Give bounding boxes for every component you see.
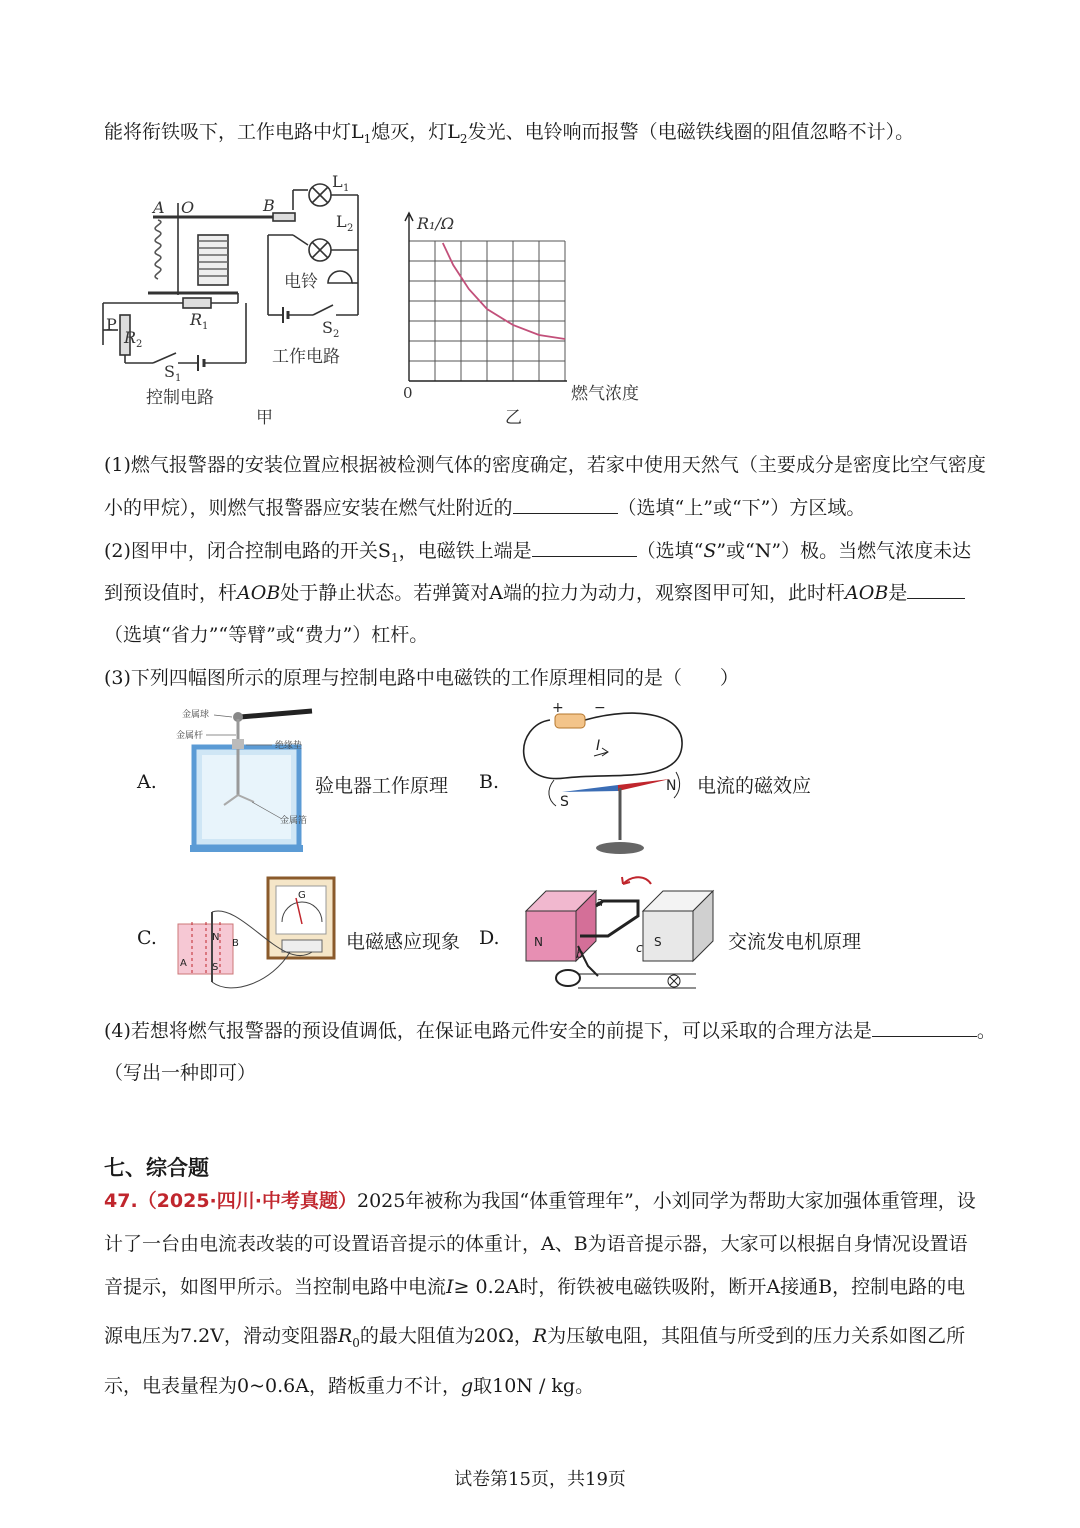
q47-line4 — [104, 1323, 965, 1356]
option-d-label-b: b — [576, 947, 584, 961]
label-work-circuit: 工作电路 — [272, 347, 340, 367]
option-d-label-c: c — [636, 941, 643, 955]
option-a-figure — [172, 705, 322, 855]
caption-jia: 甲 — [256, 408, 273, 428]
intro-text-2: 熄灭，灯 — [371, 121, 448, 143]
q47-text-1: 2025年被称为我国“体重管理年”，小刘同学为帮助大家加强体重管理，设 — [357, 1190, 976, 1212]
q47-text-3b: ≥ 0.2A时，衔铁被电磁铁吸附，断开A接通B，控制电路的电 — [453, 1276, 966, 1298]
option-b-text: 电流的磁效应 — [697, 775, 812, 797]
option-a-label-rod: 金属杆 — [176, 731, 204, 741]
label-l2-sub: 2 — [347, 223, 354, 234]
q47-text-4b: 的最大阻值为20Ω， — [359, 1325, 533, 1347]
page-footer: 试卷第15页，共19页 — [454, 1469, 626, 1490]
chart-svg — [395, 205, 665, 430]
option-d-letter[interactable]: D. — [479, 927, 500, 949]
option-a-label-ball: 金属球 — [182, 710, 210, 720]
q2-line2 — [104, 580, 965, 606]
q4-line1 — [104, 1018, 996, 1044]
label-control-circuit: 控制电路 — [146, 388, 214, 408]
q1-line2 — [104, 495, 865, 521]
option-a-label-pad: 绝缘垫 — [275, 741, 303, 751]
label-r1-sub: 1 — [202, 321, 209, 332]
label-o: O — [181, 198, 195, 217]
caption-yi: 乙 — [505, 408, 522, 428]
lamp-l2-symbol: L — [447, 121, 460, 143]
q47-line5 — [104, 1373, 594, 1399]
q47-text-5a: 示，电表量程为0~0.6A，踏板重力不计， — [104, 1375, 461, 1397]
lamp-l1-sub: 1 — [363, 131, 372, 146]
q3-stem: (3)下列四幅图所示的原理与控制电路中电磁铁的工作原理相同的是（ ） — [104, 667, 739, 689]
section-title: 七、综合题 — [104, 1156, 209, 1180]
q4-text: (4)若想将燃气报警器的预设值调低，在保证电路元件安全的前提下，可以采取的合理方法是 — [104, 1020, 872, 1042]
q47-current-symbol: I — [446, 1276, 454, 1298]
option-c-label-a: A — [180, 958, 187, 969]
q47-g-symbol: g — [460, 1375, 474, 1397]
option-b-figure — [510, 700, 695, 860]
q47-r0-symbol: R — [337, 1325, 353, 1347]
option-d-label-a: a — [596, 895, 604, 909]
label-r2-sub: 2 — [136, 339, 143, 350]
option-c-label-b: B — [232, 938, 239, 949]
label-r2: R — [124, 328, 137, 347]
q47-text-4c: 为压敏电阻，其阻值与所受到的压力关系如图乙所 — [547, 1325, 966, 1347]
q2-text-2: ，电磁铁上端是 — [398, 540, 532, 562]
label-s2-sub: 2 — [333, 329, 340, 340]
q47-r0-sub: 0 — [352, 1335, 360, 1350]
label-p: P — [106, 315, 117, 334]
q2-line1 — [104, 538, 971, 571]
option-d-label-n: N — [534, 935, 543, 949]
q47-line1 — [104, 1188, 976, 1214]
q2-text-7: 是 — [888, 582, 908, 604]
q2-aob: AOB — [237, 582, 281, 604]
q2-text-4: ”或“N”）极。当燃气浓度未达 — [716, 540, 972, 562]
q1-text: 小的甲烷），则燃气报警器应安装在燃气灶附近的 — [104, 497, 513, 519]
q2-s-pole: S — [703, 540, 717, 562]
q1-answer-blank[interactable] — [513, 495, 618, 514]
q47-source-tag: （2025·四川·中考真题） — [137, 1190, 357, 1212]
q47-text-3a: 音提示，如图甲所示。当控制电路中电流 — [104, 1276, 447, 1298]
label-s2: S — [322, 318, 333, 337]
chart-origin: 0 — [403, 384, 413, 402]
option-b-label-current: I — [596, 738, 601, 754]
label-s1: S — [164, 362, 175, 381]
q47-text-4a: 源电压为7.2V，滑动变阻器 — [104, 1325, 338, 1347]
option-c-label-n: N — [212, 932, 220, 943]
q47-number: 47. — [104, 1190, 138, 1212]
q47-line3 — [104, 1274, 965, 1300]
q2-s1-sub: 1 — [390, 550, 399, 565]
label-bell: 电铃 — [284, 272, 318, 292]
option-b-label-minus: − — [594, 700, 606, 716]
figure-jia-circuit — [98, 165, 373, 430]
option-d-figure — [518, 866, 718, 998]
intro-line — [104, 119, 914, 152]
q2-text-3: （选填“ — [636, 540, 704, 562]
label-l2: L — [336, 212, 347, 231]
option-d-text: 交流发电机原理 — [728, 931, 862, 953]
q47-text-5b: 取10N / kg。 — [473, 1375, 595, 1397]
lamp-l2-sub: 2 — [459, 131, 468, 146]
q47-line2: 计了一台由电流表改装的可设置语音提示的体重计，A、B为语音提示器，大家可以根据自身情况设置语 — [104, 1233, 968, 1255]
q2-aob-2: AOB — [845, 582, 889, 604]
q4-answer-blank[interactable] — [872, 1018, 977, 1037]
label-s1-sub: 1 — [175, 373, 182, 384]
q1-text-2: （选填“上”或“下”）方区域。 — [617, 497, 866, 519]
chart-ylabel: R₁/Ω — [417, 214, 455, 233]
figure-yi-chart — [395, 205, 665, 430]
option-c-letter[interactable]: C. — [137, 927, 157, 949]
option-c-label-g: G — [298, 890, 306, 901]
q2-text-6: 处于静止状态。若弹簧对A端的拉力为动力，观察图甲可知，此时杆 — [280, 582, 846, 604]
option-c-label-s: S — [212, 962, 219, 973]
option-a-letter[interactable]: A. — [137, 771, 157, 793]
label-a: A — [153, 198, 165, 217]
option-c-figure — [172, 872, 342, 1002]
option-c-text: 电磁感应现象 — [346, 931, 461, 953]
intro-text: 能将衔铁吸下，工作电路中灯 — [104, 121, 352, 143]
label-l1-sub: 1 — [343, 183, 350, 194]
q2-lever-blank[interactable] — [907, 580, 965, 599]
option-b-label-n: N — [666, 778, 677, 794]
q47-r-symbol: R — [532, 1325, 548, 1347]
lamp-l1-symbol: L — [351, 121, 364, 143]
option-b-label-s: S — [560, 794, 569, 810]
label-r1: R — [190, 310, 203, 329]
option-b-letter[interactable]: B. — [479, 771, 500, 793]
option-a-text: 验电器工作原理 — [315, 775, 449, 797]
option-d-label-s: S — [654, 935, 662, 949]
q4-text-end: 。 — [976, 1020, 996, 1042]
q2-line3: （选填“省力”“等臂”或“费力”）杠杆。 — [104, 624, 429, 646]
q2-text-5: 到预设值时，杆 — [104, 582, 238, 604]
option-a-label-foil: 金属箔 — [280, 816, 308, 826]
chart-xlabel: 燃气浓度 — [571, 384, 639, 404]
q2-text: (2)图甲中，闭合控制电路的开关S — [104, 540, 391, 562]
option-b-label-plus: + — [552, 700, 564, 716]
q1-line1: (1)燃气报警器的安装位置应根据被检测气体的密度确定，若家中使用天然气（主要成分是密度比空气密度 — [104, 454, 986, 476]
label-b: B — [263, 196, 275, 215]
intro-text-3: 发光、电铃响而报警（电磁铁线圈的阻值忽略不计）。 — [467, 121, 915, 143]
q4-line2: （写出一种即可） — [104, 1062, 257, 1084]
q2-pole-blank[interactable] — [532, 538, 637, 557]
label-l1: L — [332, 172, 343, 191]
